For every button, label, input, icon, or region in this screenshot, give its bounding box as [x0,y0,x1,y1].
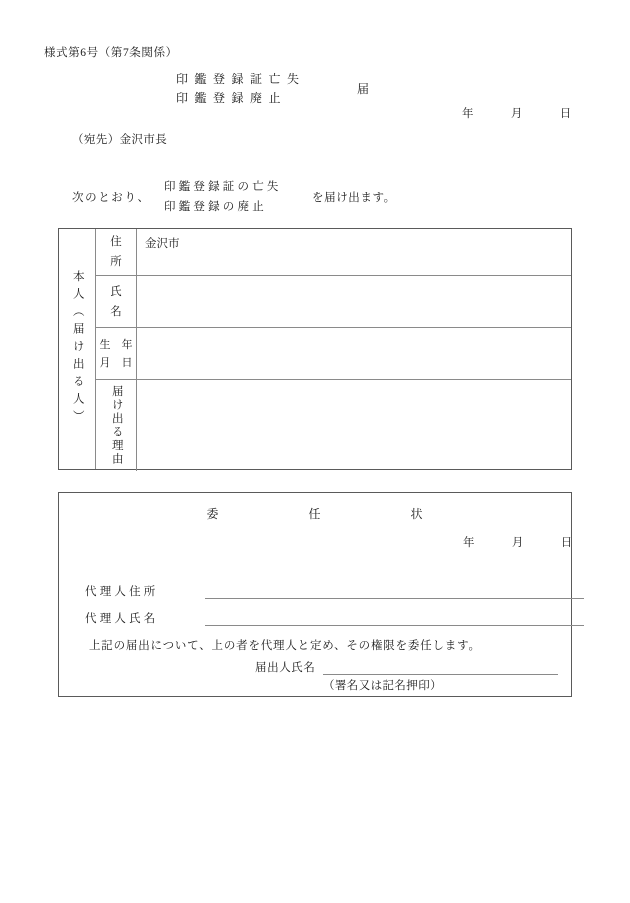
submission-date-day: 日 [559,108,572,120]
form-title [176,70,406,108]
submission-date-year: 年 [462,108,474,120]
row-label-birthdate [96,328,137,379]
birthdate-field[interactable] [137,328,571,379]
lead-suffix: を届け出ます。 [312,192,396,204]
applicant-side-label: 本人（届け出る人） [71,270,84,428]
row-label-address [96,229,137,275]
table-row [96,328,571,380]
proxy-date-line[interactable] [463,534,572,550]
table-row [96,229,571,276]
signee-note: （署名又は記名押印） [323,680,442,692]
proxy-address-input[interactable] [205,598,584,599]
proxy-statement: 上記の届出について、上の者を代理人と定め、その権限を委任します。 [89,640,481,652]
row-label-address-line-1: 住 [110,236,122,248]
applicant-side-label-column [59,229,96,469]
row-label-reason [96,380,137,471]
row-label-reason-text: 届け出る理由 [110,385,123,466]
power-of-attorney-box [58,492,572,697]
signee-label: 届出人氏名 [255,662,316,674]
signee-input[interactable] [323,674,558,675]
addressee: （宛先）金沢市長 [72,134,168,146]
row-label-name [96,276,137,327]
form-code: 様式第6号（第7条関係） [44,47,178,59]
proxy-name-input[interactable] [205,625,584,626]
row-label-address-line-2: 所 [110,256,122,268]
row-label-name-line-2: 名 [110,305,122,318]
table-row [96,380,571,471]
form-title-line-1: 印鑑登録証亡失 [176,72,306,86]
proxy-address-label: 代理人住所 [85,586,159,598]
applicant-table [58,228,572,470]
power-of-attorney-title [59,505,571,522]
power-of-attorney-title-char-3: 状 [410,507,424,521]
proxy-date-year: 年 [463,537,475,549]
power-of-attorney-title-char-2: 任 [308,507,322,521]
proxy-date-month: 月 [511,537,524,549]
applicant-rows [96,229,571,469]
form-title-suffix: 届 [357,82,370,96]
form-title-line-2: 印鑑登録廃止 [176,91,288,105]
signee-row [255,659,560,692]
lead-option-loss[interactable]: 印鑑登録証の亡失 [164,181,282,193]
lead-options [164,177,282,217]
proxy-address-row [85,583,557,606]
row-label-name-line-1: 氏 [110,285,122,298]
reason-field[interactable] [137,380,571,471]
lead-option-cancel[interactable]: 印鑑登録の廃止 [164,201,267,213]
row-label-birthdate-line-2: 月 日 [99,356,133,369]
row-label-birthdate-line-1: 生 年 [99,338,133,351]
submission-date-month: 月 [510,108,523,120]
table-row [96,276,571,328]
submission-date-line[interactable] [462,105,571,121]
power-of-attorney-title-char-1: 委 [206,507,220,521]
proxy-name-label: 代理人氏名 [85,613,159,625]
name-field[interactable] [137,276,571,327]
proxy-date-day: 日 [560,537,573,549]
proxy-name-row [85,610,557,633]
address-field[interactable]: 金沢市 [145,238,180,250]
lead-prefix: 次のとおり、 [72,192,151,204]
